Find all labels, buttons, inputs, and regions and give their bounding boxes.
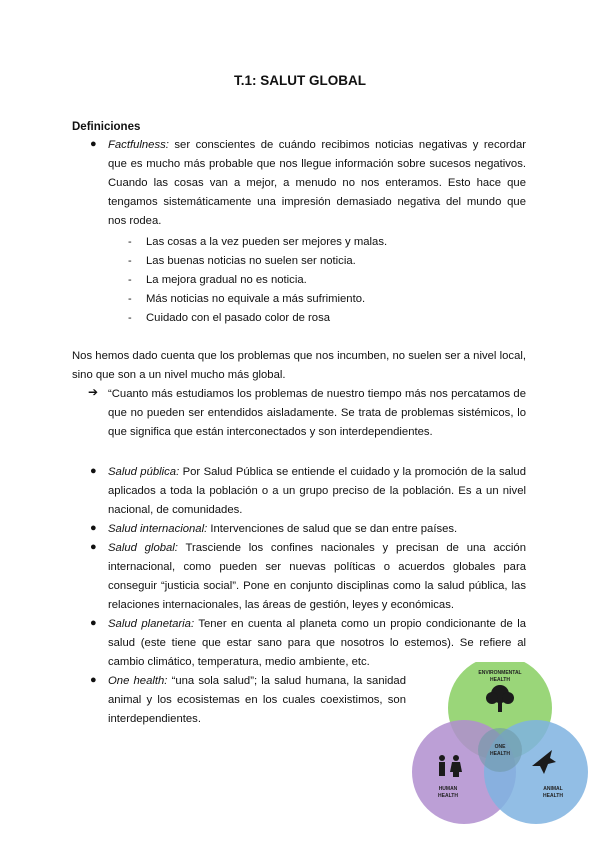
bullet-dot: ● xyxy=(90,541,97,553)
salud-publica-definition: Salud pública: Por Salud Pública se entiende el cuidado y la promoción de la salud aplicados a toda la población o a un grupo preciso de la población. Es a un nivel nacional, de comunidades. xyxy=(108,466,526,516)
salud-internacional-definition: Salud internacional: Intervenciones de salud que se dan entre países. xyxy=(108,523,458,535)
center-label: HEALTH xyxy=(490,751,510,757)
center-label: ONE xyxy=(494,744,506,750)
human-label: HEALTH xyxy=(438,793,458,799)
environmental-label: ENVIRONMENTAL xyxy=(478,670,522,676)
animal-label: ANIMAL xyxy=(543,786,563,792)
factfulness-definition xyxy=(108,136,526,231)
salud-planetaria-definition: Salud planetaria: Tener en cuenta al planeta como un propio condicionante de la salud (este tiene que estar sano para que nosotros lo estemos). Se refiere al cambio climático, temperatura, medio ambiente, etc. xyxy=(108,618,526,668)
dash-marker: - xyxy=(128,274,132,286)
arrow-icon: ➔ xyxy=(88,385,99,399)
one-health-term: One health: xyxy=(108,675,168,687)
factfulness-subitem: Cuidado con el pasado color de rosa xyxy=(146,312,331,324)
bullet-dot: ● xyxy=(90,674,97,686)
factfulness-text: ser conscientes de cuándo recibimos noticias negativas y recordar que es mucho más probable que nos llegue información sobre sucesos negativos. Cuando las cosas van a mejor, a menudo no nos enteramos. Esto hace que tengamos sistemáticamente una impresión demasiado negativa del mundo que nos rodea. xyxy=(108,139,526,227)
factfulness-subitem: Más noticias no equivale a más sufrimiento. xyxy=(146,293,366,305)
definitions-heading: Definiciones xyxy=(72,121,141,133)
dash-marker: - xyxy=(128,236,132,248)
factfulness-subitem: La mejora gradual no es noticia. xyxy=(146,274,307,286)
one-health-definition: One health: “una sola salud”; la salud humana, la sanidad animal y los ecosistemas en los cuales coexistimos, son interdependientes. xyxy=(108,675,406,725)
salud-planetaria-term: Salud planetaria: xyxy=(108,618,195,630)
bullet-dot: ● xyxy=(90,617,97,629)
one-health-center xyxy=(478,728,522,772)
animal-label: HEALTH xyxy=(543,793,563,799)
bullet-dot: ● xyxy=(90,465,97,477)
one-health-venn-diagram xyxy=(412,662,588,832)
salud-internacional-term: Salud internacional: xyxy=(108,523,208,535)
environmental-label: HEALTH xyxy=(490,677,510,683)
bullet-dot: ● xyxy=(90,138,97,150)
dash-marker: - xyxy=(128,293,132,305)
factfulness-subitem: Las cosas a la vez pueden ser mejores y malas. xyxy=(146,236,388,248)
dash-marker: - xyxy=(128,312,132,324)
human-label: HUMAN xyxy=(438,786,458,792)
bullet-dot: ● xyxy=(90,522,97,534)
page-title: T.1: SALUT GLOBAL xyxy=(234,73,366,88)
salud-global-term: Salud global: xyxy=(108,542,178,554)
salud-publica-term: Salud pública: xyxy=(108,466,180,478)
global-paragraph: Nos hemos dado cuenta que los problemas que nos incumben, no suelen ser a nivel local, sino que son a un nivel mucho más global. xyxy=(72,350,526,381)
factfulness-term: Factfulness: xyxy=(108,139,169,151)
salud-global-definition: Salud global: Trasciende los confines nacionales y precisan de una acción internacional, como pueden ser nuevas políticas o acuerdos globales para conseguir “justicia social”. Pone en conjunto disciplinas como la salud pública, las relaciones internacionales, las áreas de gestión, leyes y económicas. xyxy=(108,542,526,611)
factfulness-subitem: Las buenas noticias no suelen ser noticia. xyxy=(146,255,356,267)
dash-marker: - xyxy=(128,255,132,267)
systemic-quote: “Cuanto más estudiamos los problemas de nuestro tiempo más nos percatamos de que no pueden ser entendidos aisladamente. Se trata de problemas sistémicos, lo que significa que están interconectados y son interdependientes. xyxy=(108,388,526,438)
